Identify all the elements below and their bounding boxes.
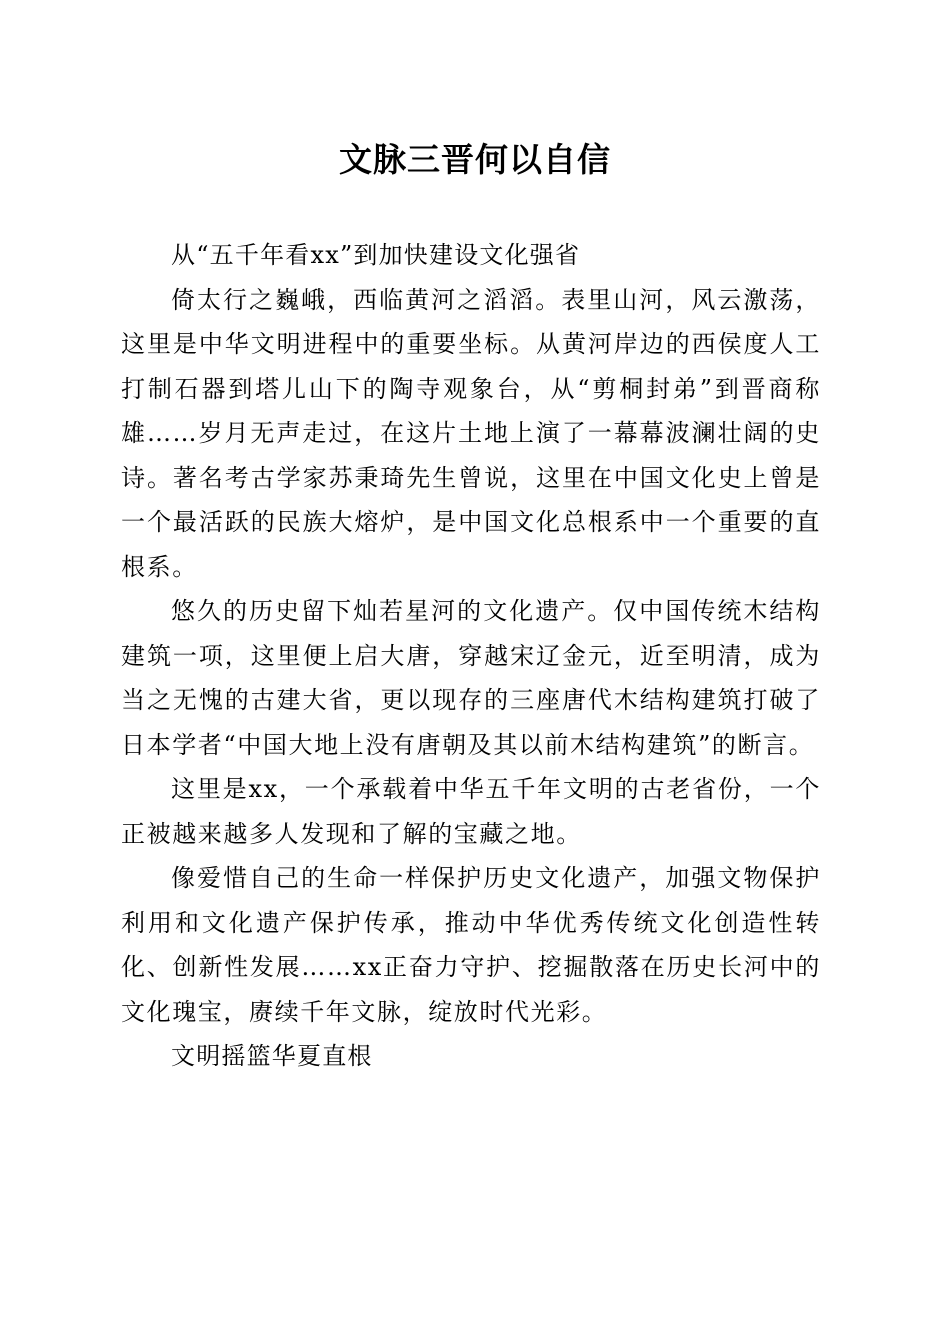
paragraph-4: 像爱惜自己的生命一样保护历史文化遗产，加强文物保护利用和文化遗产保护传承，推动中华优秀传统文化创造性转化、创新性发展……xx正奋力守护、挖掘散落在历史长河中的文化瑰宝，赓续千年文脉，绽放时代光彩。 [121,864,821,1026]
document-body [121,233,821,1079]
section-heading-2: 文明摇篮华夏直根 [171,1042,373,1070]
paragraph-1: 倚太行之巍峨，西临黄河之滔滔。表里山河，风云激荡，这里是中华文明进程中的重要坐标。从黄河岸边的西侯度人工打制石器到塔儿山下的陶寺观象台，从“剪桐封弟”到晋商称雄……岁月无声走过，在这片土地上演了一幕幕波澜壮阔的史诗。著名考古学家苏秉琦先生曾说，这里在中国文化史上曾是一个最活跃的民族大熔炉，是中国文化总根系中一个重要的直根系。 [121,285,821,581]
paragraph-3: 这里是xx，一个承载着中华五千年文明的古老省份，一个正被越来越多人发现和了解的宝藏之地。 [121,775,821,848]
paragraph-2: 悠久的历史留下灿若星河的文化遗产。仅中国传统木结构建筑一项，这里便上启大唐，穿越宋辽金元，近至明清，成为当之无愧的古建大省，更以现存的三座唐代木结构建筑打破了日本学者“中国大地上没有唐朝及其以前木结构建筑”的断言。 [121,597,821,759]
document-title: 文脉三晋何以自信 [339,140,611,179]
section-heading-1: 从“五千年看xx”到加快建设文化强省 [171,241,581,269]
